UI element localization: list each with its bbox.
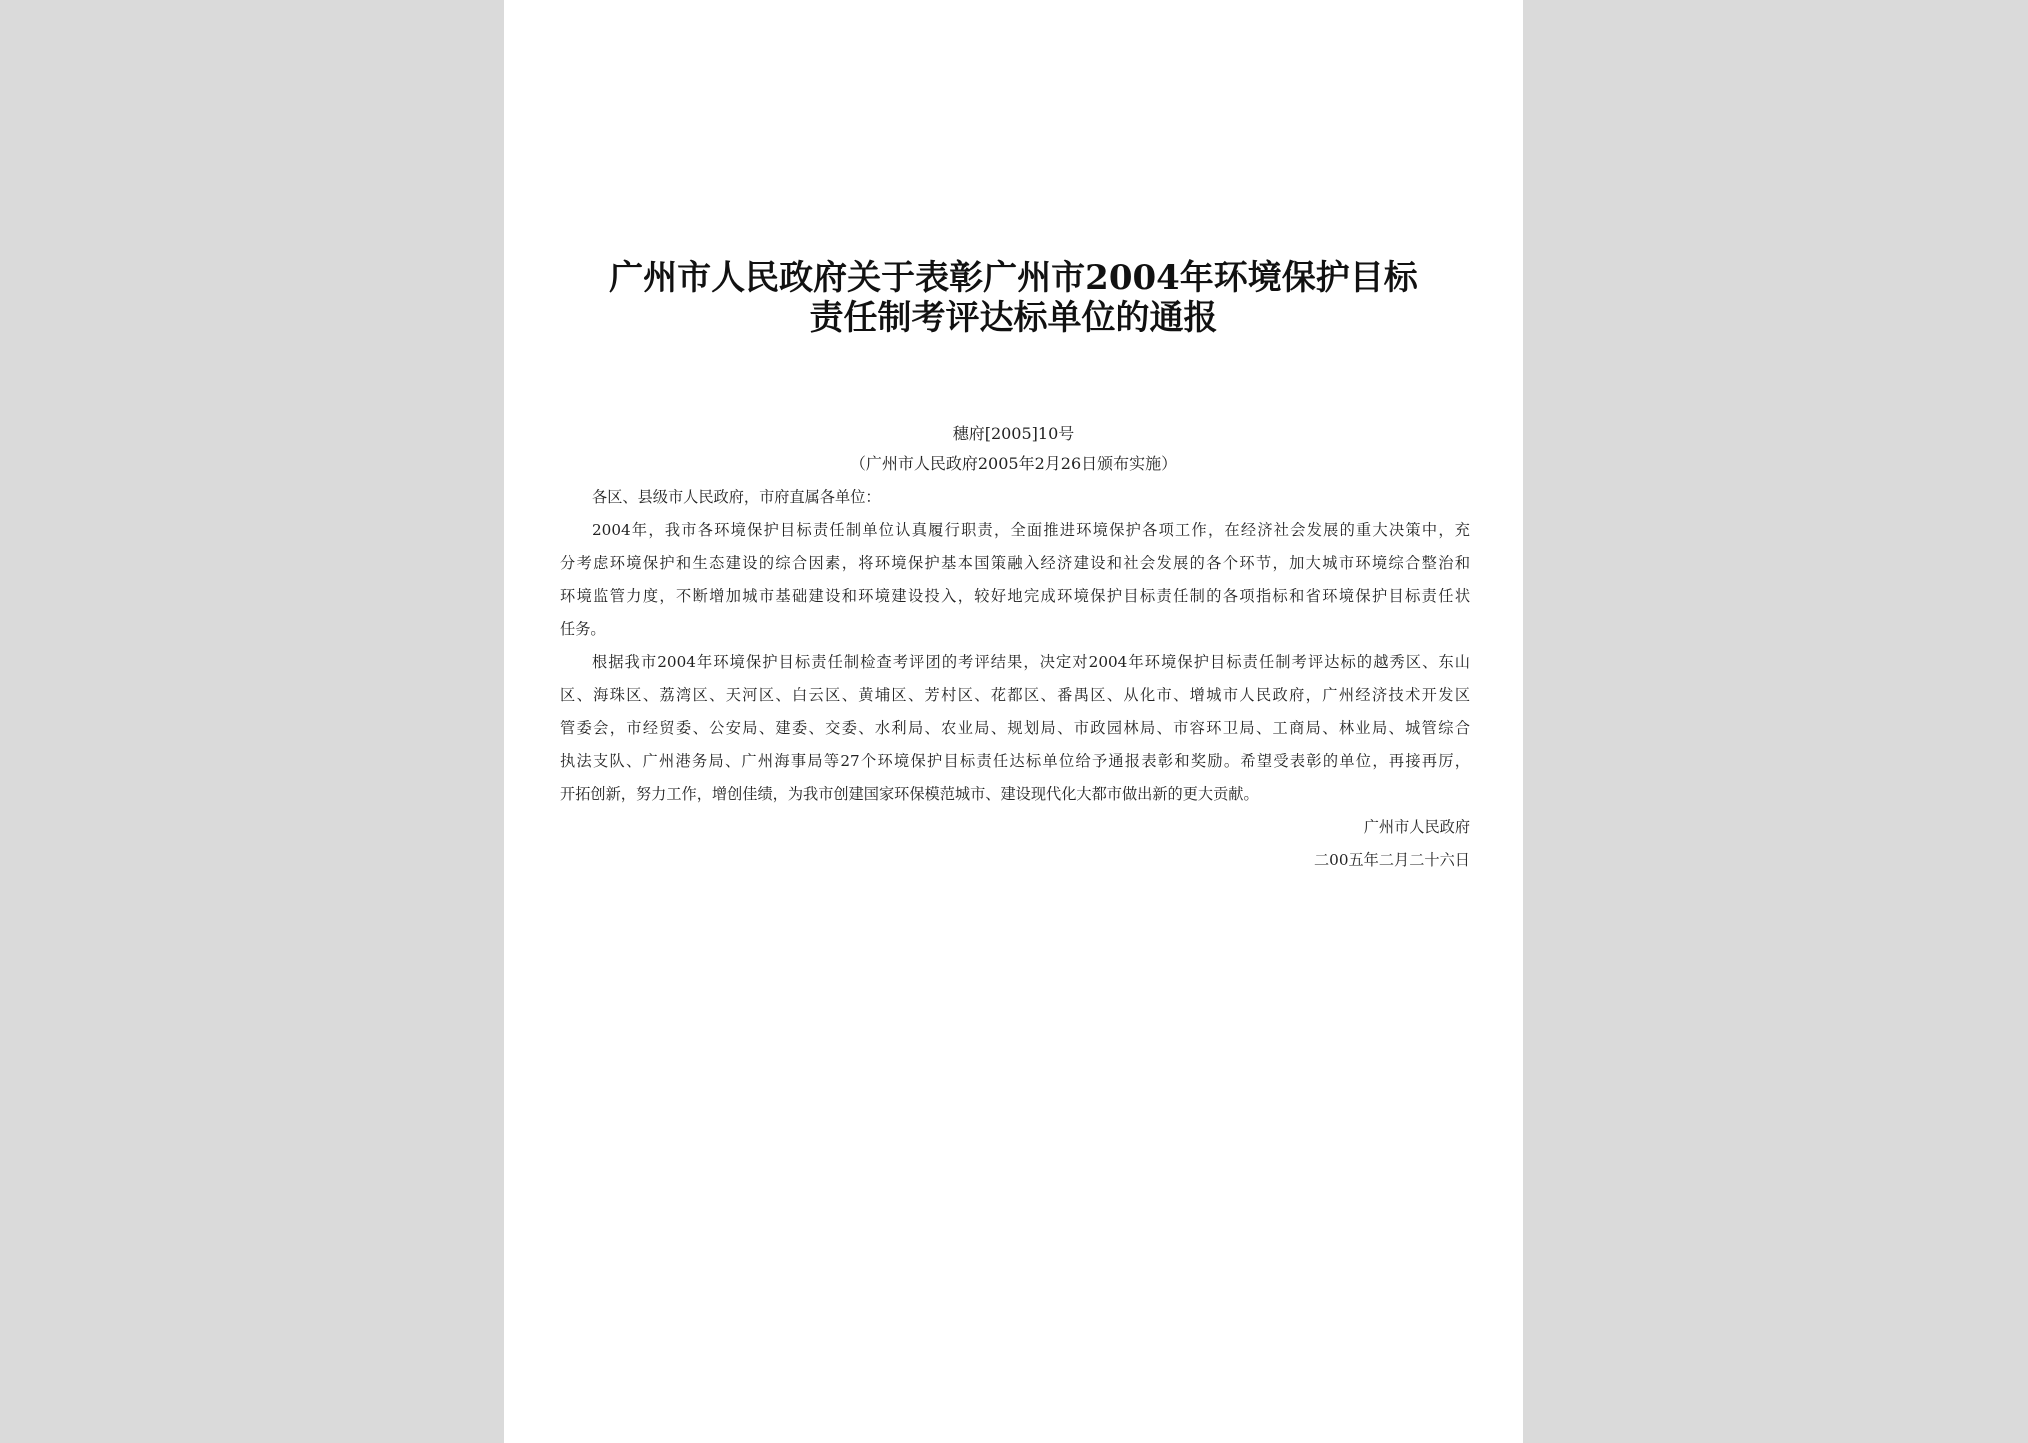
paragraph-1-line-4: 任务。 <box>560 620 606 638</box>
document-number: 穗府[2005]10号 <box>952 424 1075 443</box>
document-title <box>504 258 1523 338</box>
paragraph-2-line-3: 管委会，市经贸委、公安局、建委、交委、水利局、农业局、规划局、市政园林局、市容环卫局、工商局、林业局、城管综合 <box>560 719 1470 737</box>
paragraph-1-line-1: 2004年，我市各环境保护目标责任制单位认真履行职责，全面推进环境保护各项工作，在经济社会发展的重大决策中，充 <box>592 521 1470 539</box>
document-date: 二00五年二月二十六日 <box>1313 851 1470 869</box>
addressee-line: 各区、县级市人民政府，市府直属各单位： <box>592 488 881 506</box>
issued-note: （广州市人民政府2005年2月26日颁布实施） <box>849 454 1178 473</box>
signature: 广州市人民政府 <box>1363 818 1470 836</box>
paragraph-1-line-2: 分考虑环境保护和生态建设的综合因素，将环境保护基本国策融入经济建设和社会发展的各个环节，加大城市环境综合整治和 <box>560 554 1470 572</box>
paragraph-1-line-3: 环境监管力度，不断增加城市基础建设和环境建设投入，较好地完成环境保护目标责任制的各项指标和省环境保护目标责任状 <box>560 587 1470 605</box>
paragraph-2-line-2: 区、海珠区、荔湾区、天河区、白云区、黄埔区、芳村区、花都区、番禺区、从化市、增城市人民政府，广州经济技术开发区 <box>560 686 1470 704</box>
title-line-1: 广州市人民政府关于表彰广州市2004年环境保护目标 <box>609 258 1418 298</box>
document-page <box>504 0 1523 1443</box>
paragraph-2-line-4: 执法支队、广州港务局、广州海事局等27个环境保护目标责任达标单位给予通报表彰和奖励。希望受表彰的单位，再接再厉， <box>560 752 1470 770</box>
paragraph-2-line-1: 根据我市2004年环境保护目标责任制检查考评团的考评结果，决定对2004年环境保护目标责任制考评达标的越秀区、东山 <box>592 653 1470 671</box>
title-line-2: 责任制考评达标单位的通报 <box>809 298 1218 338</box>
paragraph-2-line-5: 开拓创新，努力工作，增创佳绩，为我市创建国家环保模范城市、建设现代化大都市做出新的更大贡献。 <box>560 785 1259 803</box>
